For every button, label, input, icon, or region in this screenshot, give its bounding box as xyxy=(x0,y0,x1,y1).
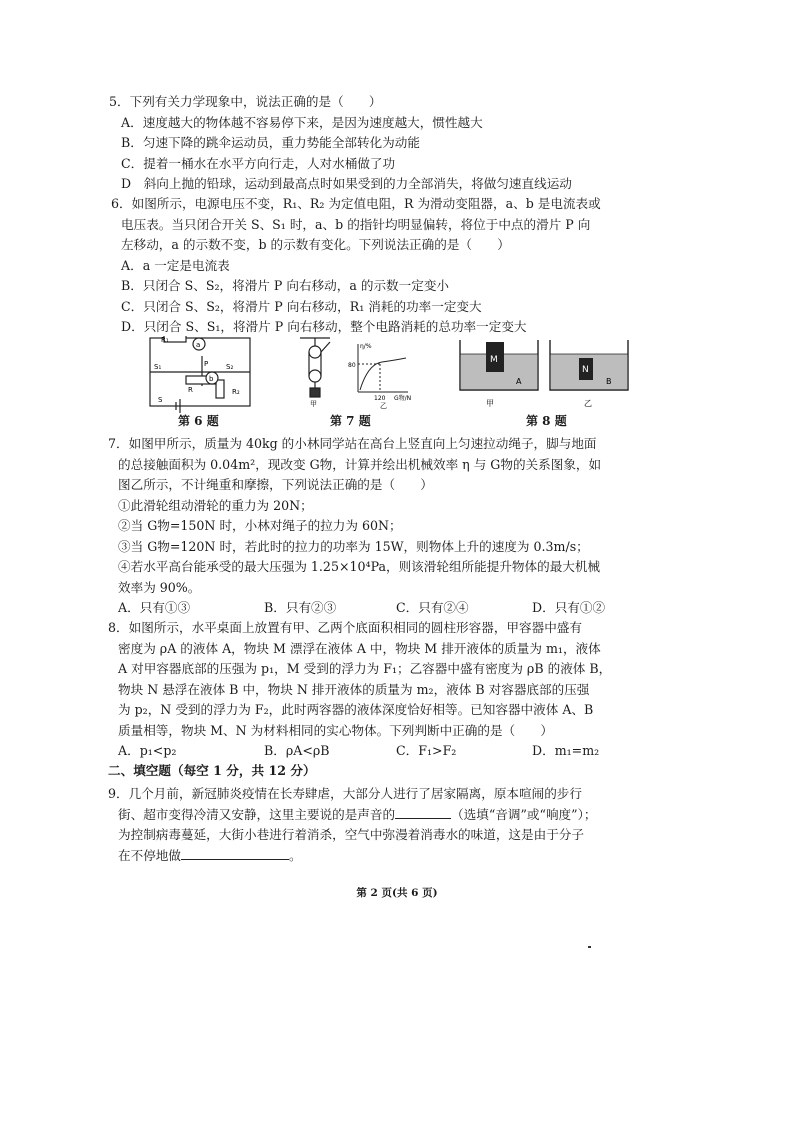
page-footer: 第 2 页(共 6 页) xyxy=(356,887,438,899)
fig7-graph-120: 120 xyxy=(374,395,386,402)
q7-statement-1: ①此滑轮组动滑轮的重力为 20N； xyxy=(118,497,313,513)
fig6-a-label: a xyxy=(196,341,201,349)
q6-line-1: 6．如图所示，电源电压不变，R₁、R₂ 为定值电阻，R 为滑动变阻器，a、b 是电流表或 xyxy=(111,196,601,211)
q6-option-c: C．只闭合 S、S₂，将滑片 P 向右移动，R₁ 消耗的功率一定变大 xyxy=(121,298,482,314)
q8-option-b: B．ρA<ρB xyxy=(264,743,330,758)
q7-line-2: 的总接触面积为 0.04m²，现改变 G物，计算并绘出机械效率 η 与 G物的关系图象，如 xyxy=(118,456,602,472)
q5-option-c: C．提着一桶水在水平方向行走，人对水桶做了功 xyxy=(121,155,396,171)
q7-statement-3: ③当 G物=120N 时，若此时的拉力的功率为 15W，则物体上升的速度为 0.3m/s； xyxy=(118,538,589,554)
question-8 xyxy=(108,618,688,762)
fig8-yi-label: 乙 xyxy=(584,399,592,408)
q5-stem: 5．下列有关力学现象中，说法正确的是（ ） xyxy=(109,94,382,109)
q7-statement-4b: 效率为 90%。 xyxy=(118,579,201,595)
fig7-graph-x-label: G物/N xyxy=(394,395,412,402)
q5-option-b: B．匀速下降的跳伞运动员，重力势能全部转化为动能 xyxy=(121,135,420,150)
question-9 xyxy=(108,784,688,866)
fig8-jia-label: 甲 xyxy=(486,399,494,408)
figure-8-caption: 第 8 题 xyxy=(526,414,567,428)
q6-line-2: 电压表。当只闭合开关 S、S₁ 时，a、b 的指针均明显偏转，将位于中点的滑片 P 向 xyxy=(121,216,591,232)
q9-line-4a: 在不停地做 xyxy=(118,847,181,863)
q7-option-b: B．只有②③ xyxy=(264,600,337,615)
q8-line-6: 质量相等，物块 M、N 为材料相同的实心物体。下列判断中正确的是（ ） xyxy=(118,722,553,738)
fig6-r2-label: R₂ xyxy=(232,388,240,396)
fig7-graph-80: 80 xyxy=(348,362,356,369)
section-2-heading: 二、填空题（每空 1 分，共 12 分） xyxy=(108,763,316,778)
fig6-b-label: b xyxy=(209,375,214,383)
q5-option-d: D 斜向上抛的铅球，运动到最高点时如果受到的力全部消失，将做匀速直线运动 xyxy=(121,176,572,191)
fig8-liquid-a-label: A xyxy=(516,377,522,386)
q7-option-d: D．只有①② xyxy=(532,600,606,615)
question-7 xyxy=(108,434,688,619)
q9-line-4b: 。 xyxy=(288,847,302,863)
q7-statement-2: ②当 G物=150N 时，小林对绳子的拉力为 60N； xyxy=(118,518,402,533)
fig7-graph-y-label: η/% xyxy=(360,343,372,350)
q8-line-3: A 对甲容器底部的压强为 p₁，M 受到的浮力为 F₁；乙容器中盛有密度为 ρB 的液体 B， xyxy=(118,661,612,676)
fig6-p-label: P xyxy=(204,360,209,368)
q6-option-d: D．只闭合 S、S₁，将滑片 P 向右移动，整个电路消耗的总功率一定变大 xyxy=(121,319,527,334)
q9-line-2b: （选填“音调”或“响度”）； xyxy=(451,806,597,822)
fig8-m-label: M xyxy=(490,355,498,365)
q8-line-4: 物块 N 悬浮在液体 B 中，物块 N 排开液体的质量为 m₂，液体 B 对容器底部的压强 xyxy=(118,681,590,697)
q9-line-4 xyxy=(108,846,688,867)
q8-option-d: D．m₁=m₂ xyxy=(532,743,600,758)
q9-blank-1[interactable] xyxy=(395,806,451,819)
q8-option-c: C．F₁>F₂ xyxy=(396,743,457,758)
q7-option-a: A．只有①③ xyxy=(118,600,191,615)
q9-line-1: 9．几个月前，新冠肺炎疫情在长寿肆虐，大部分人进行了居家隔离，原本喧闹的步行 xyxy=(108,786,582,801)
fig7-jia-label: 甲 xyxy=(310,400,317,408)
question-5 xyxy=(109,92,689,195)
fig8-liquid-b-label: B xyxy=(606,377,612,386)
figure-7-caption: 第 7 题 xyxy=(330,414,371,428)
q5-option-a: A．速度越大的物体越不容易停下来，是因为速度越大，惯性越大 xyxy=(121,114,483,130)
q9-blank-2[interactable] xyxy=(181,847,289,860)
q7-line-1: 7．如图甲所示，质量为 40kg 的小林同学站在高台上竖直向上匀速拉动绳子，脚与地面 xyxy=(108,436,597,451)
fig6-s2-label: S₂ xyxy=(226,363,234,371)
q8-line-1: 8．如图所示，水平桌面上放置有甲、乙两个底面积相同的圆柱形容器，甲容器中盛有 xyxy=(108,620,582,635)
q9-line-3: 为控制病毒蔓延，大街小巷进行着消杀，空气中弥漫着消毒水的味道，这是由于分子 xyxy=(118,827,584,842)
fig6-s1-label: S₁ xyxy=(154,363,162,371)
q8-option-a: A．p₁<p₂ xyxy=(118,743,177,758)
q8-options xyxy=(118,741,688,762)
q8-line-2: 密度为 ρA 的液体 A，物块 M 漂浮在液体 A 中，物块 M 排开液体的质量为 m₁，液体 xyxy=(118,640,601,656)
scan-speck xyxy=(588,946,591,948)
q9-line-2 xyxy=(108,805,688,826)
q6-option-a: A．a 一定是电流表 xyxy=(121,257,230,273)
fig8-n-label: N xyxy=(582,365,589,375)
q9-line-2a: 街、超市变得冷清又安静，这里主要说的是声音的 xyxy=(118,806,396,822)
q7-statement-4a: ④若水平高台能承受的最大压强为 1.25×10⁴Pa，则该滑轮组所能提升物体的最大机械 xyxy=(118,559,601,574)
question-6 xyxy=(111,194,691,338)
q6-option-b: B．只闭合 S、S₂，将滑片 P 向右移动，a 的示数一定变小 xyxy=(121,278,450,293)
q6-line-3: 左移动，a 的示数不变，b 的示数有变化。下列说法正确的是（ ） xyxy=(121,237,510,252)
figure-6-caption: 第 6 题 xyxy=(178,414,219,428)
fig6-r1-label: R₁ xyxy=(161,336,169,344)
fig6-s-label: S xyxy=(158,396,163,404)
q7-options xyxy=(118,598,688,619)
q8-line-5: 为 p₂，N 受到的浮力为 F₂，此时两容器的液体深度恰好相等。已知容器中液体 A、B xyxy=(118,702,594,717)
fig6-r-label: R xyxy=(188,386,193,394)
q7-line-3: 图乙所示，不计绳重和摩擦，下列说法正确的是（ ） xyxy=(118,477,433,492)
fig7-yi-label: 乙 xyxy=(380,402,387,410)
q7-option-c: C．只有②④ xyxy=(396,600,469,615)
